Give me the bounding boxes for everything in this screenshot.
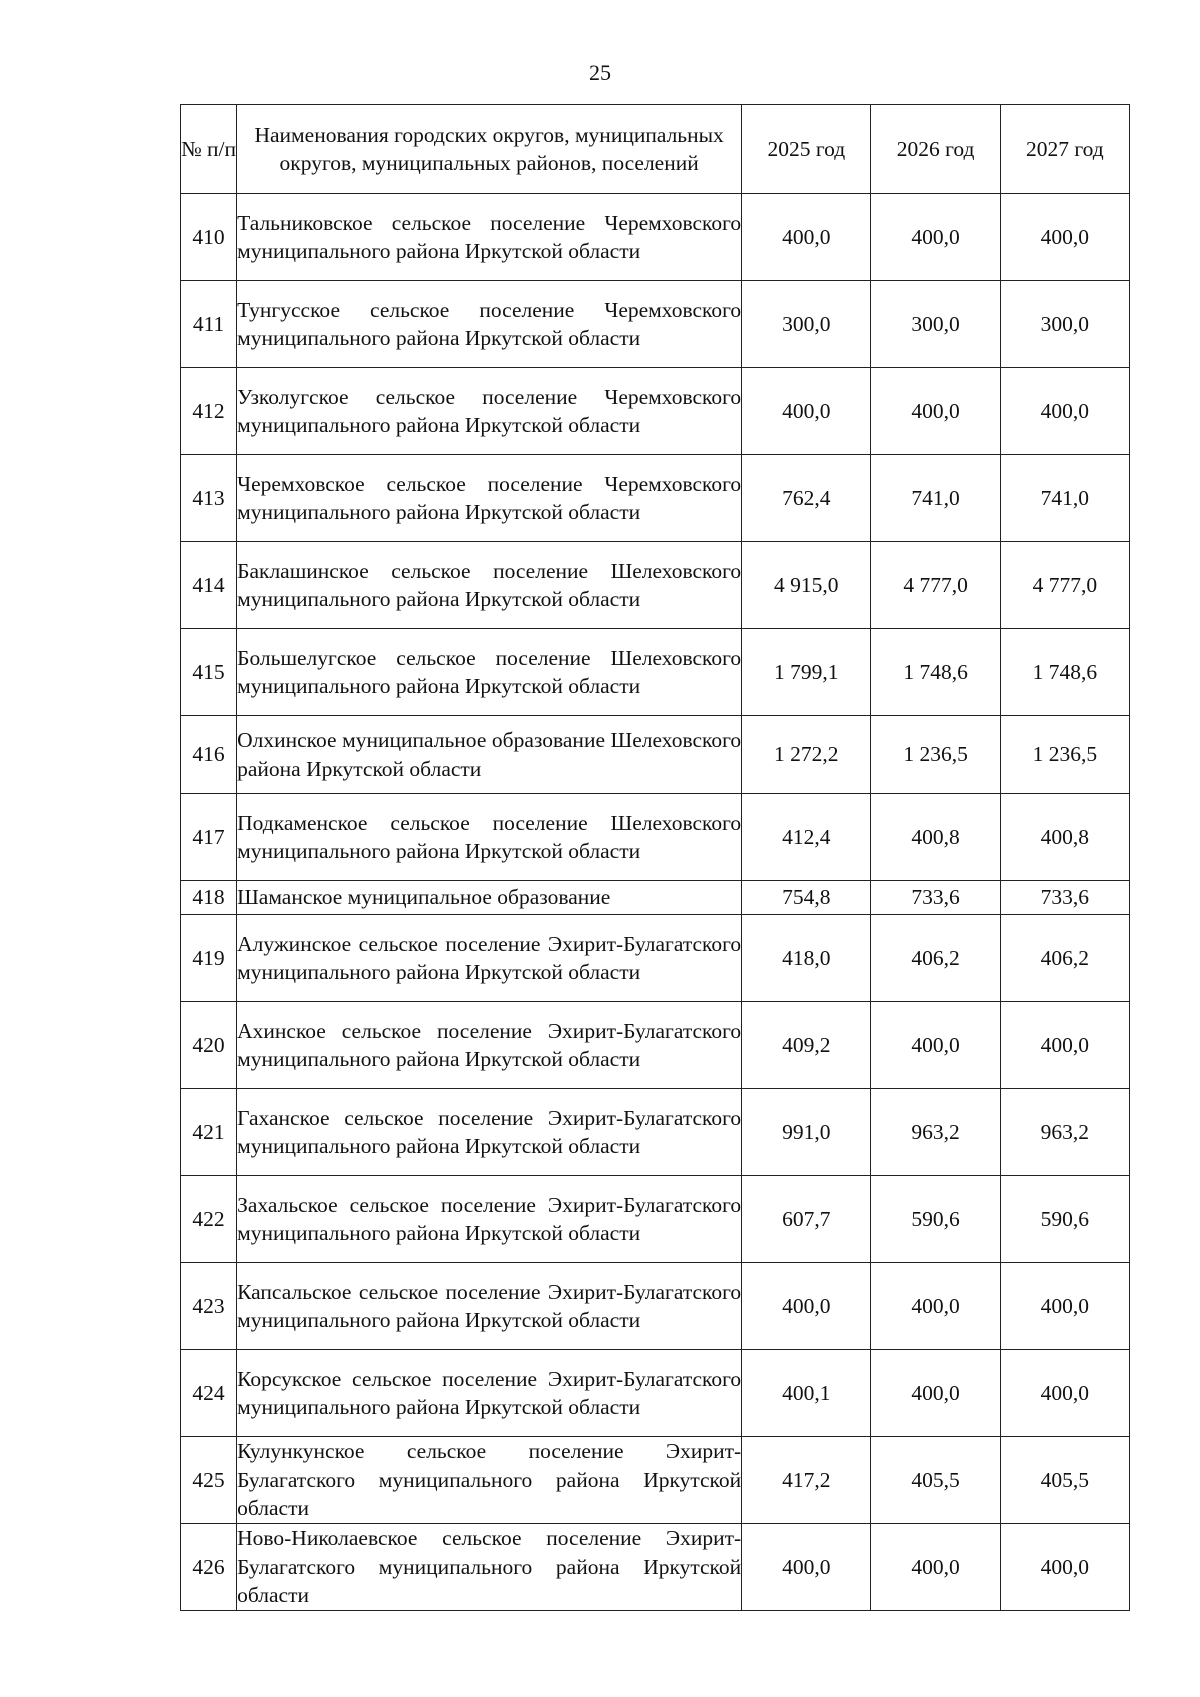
row-name-text: Захальское сельское поселение Эхирит-Булагатского муниципального района Иркутской области (237, 1192, 742, 1245)
header-name: Наименования городских округов, муниципальных округов, муниципальных районов, поселений (237, 105, 742, 194)
row-name-text: Черемховское сельское поселение Черемховского муниципального района Иркутской области (237, 471, 742, 524)
row-number: 423 (181, 1263, 237, 1350)
value-2027: 1 236,5 (1000, 716, 1129, 794)
row-number: 414 (181, 542, 237, 629)
value-2027: 400,0 (1000, 1350, 1129, 1437)
value-2025: 417,2 (742, 1437, 871, 1524)
row-number: 419 (181, 915, 237, 1002)
row-name (237, 915, 742, 1002)
value-2025: 409,2 (742, 1002, 871, 1089)
value-2026: 400,8 (871, 794, 1000, 881)
value-2025: 754,8 (742, 881, 871, 915)
row-name (237, 1263, 742, 1350)
value-2025: 1 272,2 (742, 716, 871, 794)
value-2025: 4 915,0 (742, 542, 871, 629)
row-number: 413 (181, 455, 237, 542)
value-2026: 590,6 (871, 1176, 1000, 1263)
value-2027: 741,0 (1000, 455, 1129, 542)
value-2026: 300,0 (871, 281, 1000, 368)
row-name-text: Тунгусское сельское поселение Черемховского муниципального района Иркутской области (237, 297, 742, 350)
value-2025: 412,4 (742, 794, 871, 881)
row-number: 410 (181, 194, 237, 281)
row-name (237, 281, 742, 368)
table-row (181, 629, 1130, 716)
value-2026: 963,2 (871, 1089, 1000, 1176)
row-name-text: Тальниковское сельское поселение Черемховского муниципального района Иркутской области (237, 210, 742, 263)
row-name-text: Шаманское муниципальное образование (237, 885, 611, 910)
value-2025: 400,0 (742, 368, 871, 455)
value-2027: 963,2 (1000, 1089, 1129, 1176)
row-name-text: Подкаменское сельское поселение Шелеховского муниципального района Иркутской области (237, 810, 742, 863)
table-row (181, 1002, 1130, 1089)
row-name (237, 716, 742, 794)
value-2025: 1 799,1 (742, 629, 871, 716)
row-name (237, 881, 742, 915)
row-number: 425 (181, 1437, 237, 1524)
value-2026: 400,0 (871, 1350, 1000, 1437)
table-row (181, 542, 1130, 629)
row-number: 422 (181, 1176, 237, 1263)
value-2026: 733,6 (871, 881, 1000, 915)
row-number: 426 (181, 1524, 237, 1611)
row-name-text: Узколугское сельское поселение Черемховского муниципального района Иркутской области (237, 384, 742, 437)
table-row (181, 281, 1130, 368)
value-2026: 400,0 (871, 1263, 1000, 1350)
value-2026: 400,0 (871, 1524, 1000, 1611)
row-name-text: Капсальское сельское поселение Эхирит-Булагатского муниципального района Иркутской области (237, 1279, 742, 1332)
table-row (181, 794, 1130, 881)
value-2026: 406,2 (871, 915, 1000, 1002)
value-2027: 400,8 (1000, 794, 1129, 881)
table-row (181, 194, 1130, 281)
row-name-text: Гаханское сельское поселение Эхирит-Булагатского муниципального района Иркутской области (237, 1105, 742, 1158)
row-name (237, 194, 742, 281)
row-name-text: Алужинское сельское поселение Эхирит-Булагатского муниципального района Иркутской области (237, 931, 742, 984)
value-2025: 400,0 (742, 1263, 871, 1350)
table-row (181, 716, 1130, 794)
value-2027: 405,5 (1000, 1437, 1129, 1524)
row-name-text: Кулункунское сельское поселение Эхирит-Булагатского муниципального района Иркутской области (237, 1439, 742, 1521)
value-2025: 991,0 (742, 1089, 871, 1176)
row-name (237, 542, 742, 629)
row-name-text: Олхинское муниципальное образование Шелеховского района Иркутской области (237, 728, 742, 781)
value-2027: 1 748,6 (1000, 629, 1129, 716)
row-number: 421 (181, 1089, 237, 1176)
row-name-text: Ахинское сельское поселение Эхирит-Булагатского муниципального района Иркутской области (237, 1018, 742, 1071)
value-2026: 741,0 (871, 455, 1000, 542)
value-2027: 400,0 (1000, 368, 1129, 455)
row-name (237, 1176, 742, 1263)
value-2026: 1 748,6 (871, 629, 1000, 716)
table-row (181, 1176, 1130, 1263)
value-2025: 762,4 (742, 455, 871, 542)
row-name (237, 794, 742, 881)
header-year-2027: 2027 год (1000, 105, 1129, 194)
value-2027: 590,6 (1000, 1176, 1129, 1263)
row-name (237, 368, 742, 455)
value-2027: 400,0 (1000, 1263, 1129, 1350)
value-2026: 4 777,0 (871, 542, 1000, 629)
value-2026: 400,0 (871, 194, 1000, 281)
row-number: 417 (181, 794, 237, 881)
budget-allocation-table (180, 104, 1130, 1611)
row-number: 412 (181, 368, 237, 455)
value-2025: 607,7 (742, 1176, 871, 1263)
value-2026: 1 236,5 (871, 716, 1000, 794)
table-row (181, 455, 1130, 542)
value-2026: 400,0 (871, 1002, 1000, 1089)
row-name-text: Ново-Николаевское сельское поселение Эхирит-Булагатского муниципального района Иркутской области (237, 1526, 742, 1608)
row-name-text: Корсукское сельское поселение Эхирит-Булагатского муниципального района Иркутской области (237, 1366, 742, 1419)
row-number: 424 (181, 1350, 237, 1437)
value-2025: 400,1 (742, 1350, 871, 1437)
row-name-text: Большелугское сельское поселение Шелеховского муниципального района Иркутской области (237, 645, 742, 698)
table-row (181, 1263, 1130, 1350)
row-name-text: Баклашинское сельское поселение Шелеховского муниципального района Иркутской области (237, 558, 742, 611)
value-2026: 400,0 (871, 368, 1000, 455)
row-name (237, 1089, 742, 1176)
value-2025: 400,0 (742, 194, 871, 281)
row-name (237, 455, 742, 542)
table-header (181, 105, 1130, 194)
header-year-2025: 2025 год (742, 105, 871, 194)
value-2025: 300,0 (742, 281, 871, 368)
value-2027: 400,0 (1000, 194, 1129, 281)
row-name (237, 1437, 742, 1524)
value-2027: 4 777,0 (1000, 542, 1129, 629)
table-body (181, 194, 1130, 1611)
value-2027: 300,0 (1000, 281, 1129, 368)
table-row (181, 881, 1130, 915)
header-row (181, 105, 1130, 194)
row-number: 415 (181, 629, 237, 716)
row-number: 416 (181, 716, 237, 794)
header-year-2026: 2026 год (871, 105, 1000, 194)
header-number: № п/п (181, 105, 237, 194)
row-name (237, 1350, 742, 1437)
page-number: 25 (589, 60, 611, 85)
table-row (181, 1524, 1130, 1611)
table-row (181, 1350, 1130, 1437)
row-name (237, 629, 742, 716)
value-2027: 733,6 (1000, 881, 1129, 915)
row-name (237, 1524, 742, 1611)
table-row (181, 1089, 1130, 1176)
value-2025: 400,0 (742, 1524, 871, 1611)
row-number: 418 (181, 881, 237, 915)
row-name (237, 1002, 742, 1089)
value-2027: 400,0 (1000, 1524, 1129, 1611)
row-number: 420 (181, 1002, 237, 1089)
value-2027: 406,2 (1000, 915, 1129, 1002)
table-row (181, 368, 1130, 455)
value-2026: 405,5 (871, 1437, 1000, 1524)
value-2025: 418,0 (742, 915, 871, 1002)
table-row (181, 915, 1130, 1002)
value-2027: 400,0 (1000, 1002, 1129, 1089)
table-row (181, 1437, 1130, 1524)
row-number: 411 (181, 281, 237, 368)
